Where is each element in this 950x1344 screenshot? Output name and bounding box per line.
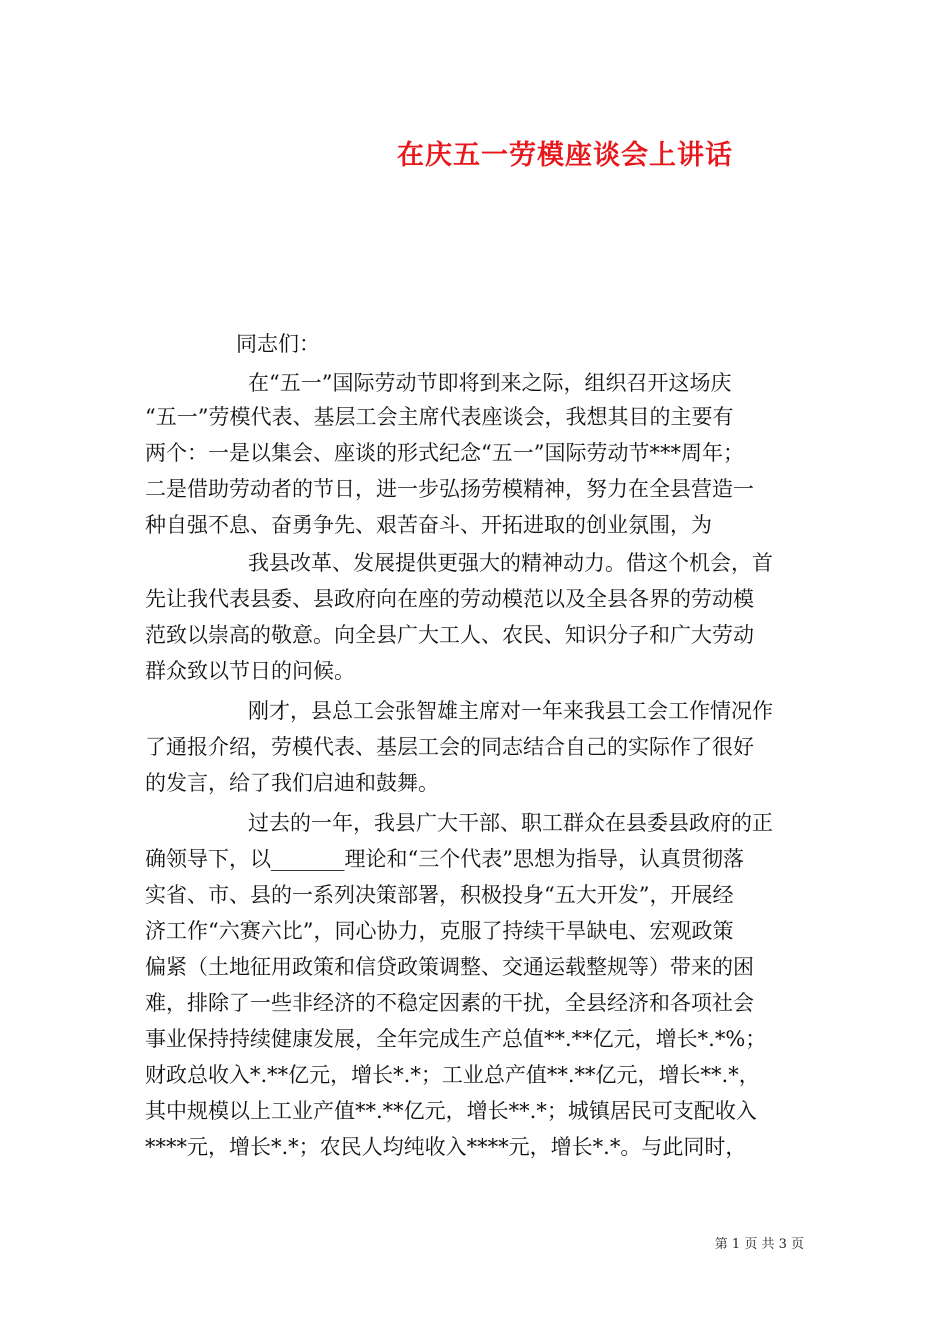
paragraph-4-line-5: 偏紧（土地征用政策和信贷政策调整、交通运载整规等）带来的困 bbox=[145, 955, 754, 979]
paragraph-1-line-4: 二是借助劳动者的节日，进一步弘扬劳模精神，努力在全县营造一 bbox=[145, 477, 754, 501]
paragraph-3-line-2: 了通报介绍，劳模代表、基层工会的同志结合自己的实际作了很好 bbox=[145, 735, 754, 759]
paragraph-4-line-3: 实省、市、县的一系列决策部署，积极投身“五大开发”，开展经 bbox=[145, 883, 734, 907]
paragraph-2-line-3: 范致以崇高的敬意。向全县广大工人、农民、知识分子和广大劳动 bbox=[145, 623, 754, 647]
paragraph-4-line-10: ****元，增长*.*；农民人均纯收入****元，增长*.*。与此同时， bbox=[145, 1135, 747, 1159]
page-number-footer: 第 1 页 共 3 页 bbox=[714, 1237, 804, 1252]
paragraph-1-line-5: 种自强不息、奋勇争先、艰苦奋斗、开拓进取的创业氛围，为 bbox=[145, 513, 712, 537]
paragraph-4-line-1: 过去的一年，我县广大干部、职工群众在县委县政府的正 bbox=[248, 811, 773, 835]
paragraph-3-line-3: 的发言，给了我们启迪和鼓舞。 bbox=[145, 771, 439, 795]
paragraph-4-line-4: 济工作“六赛六比”，同心协力，克服了持续干旱缺电、宏观政策 bbox=[145, 919, 734, 943]
paragraph-3-line-1: 刚才，县总工会张智雄主席对一年来我县工会工作情况作 bbox=[248, 699, 773, 723]
paragraph-1-line-1: 在“五一”国际劳动节即将到来之际，组织召开这场庆 bbox=[248, 371, 732, 395]
paragraph-2-line-1: 我县改革、发展提供更强大的精神动力。借这个机会，首 bbox=[248, 551, 773, 575]
paragraph-1-line-3: 两个：一是以集会、座谈的形式纪念“五一”国际劳动节***周年； bbox=[145, 441, 744, 465]
paragraph-4-line-7: 事业保持持续健康发展，全年完成生产总值**.**亿元，增长*.*%； bbox=[145, 1027, 767, 1051]
paragraph-1-line-2: “五一”劳模代表、基层工会主席代表座谈会，我想其目的主要有 bbox=[145, 405, 734, 429]
paragraph-4-line-9: 其中规模以上工业产值**.**亿元，增长**.*；城镇居民可支配收入 bbox=[145, 1099, 757, 1123]
document-title: 在庆五一劳模座谈会上讲话 bbox=[397, 140, 733, 171]
paragraph-2-line-4: 群众致以节日的问候。 bbox=[145, 659, 355, 683]
greeting: 同志们： bbox=[236, 332, 320, 356]
paragraph-2-line-2: 先让我代表县委、县政府向在座的劳动模范以及全县各界的劳动模 bbox=[145, 587, 754, 611]
paragraph-4-line-6: 难，排除了一些非经济的不稳定因素的干扰，全县经济和各项社会 bbox=[145, 991, 754, 1015]
paragraph-4-line-2: 确领导下，以_______理论和“三个代表”思想为指导，认真贯彻落 bbox=[145, 847, 744, 871]
paragraph-4-line-8: 财政总收入*.**亿元，增长*.*；工业总产值**.**亿元，增长**.*， bbox=[145, 1063, 760, 1087]
